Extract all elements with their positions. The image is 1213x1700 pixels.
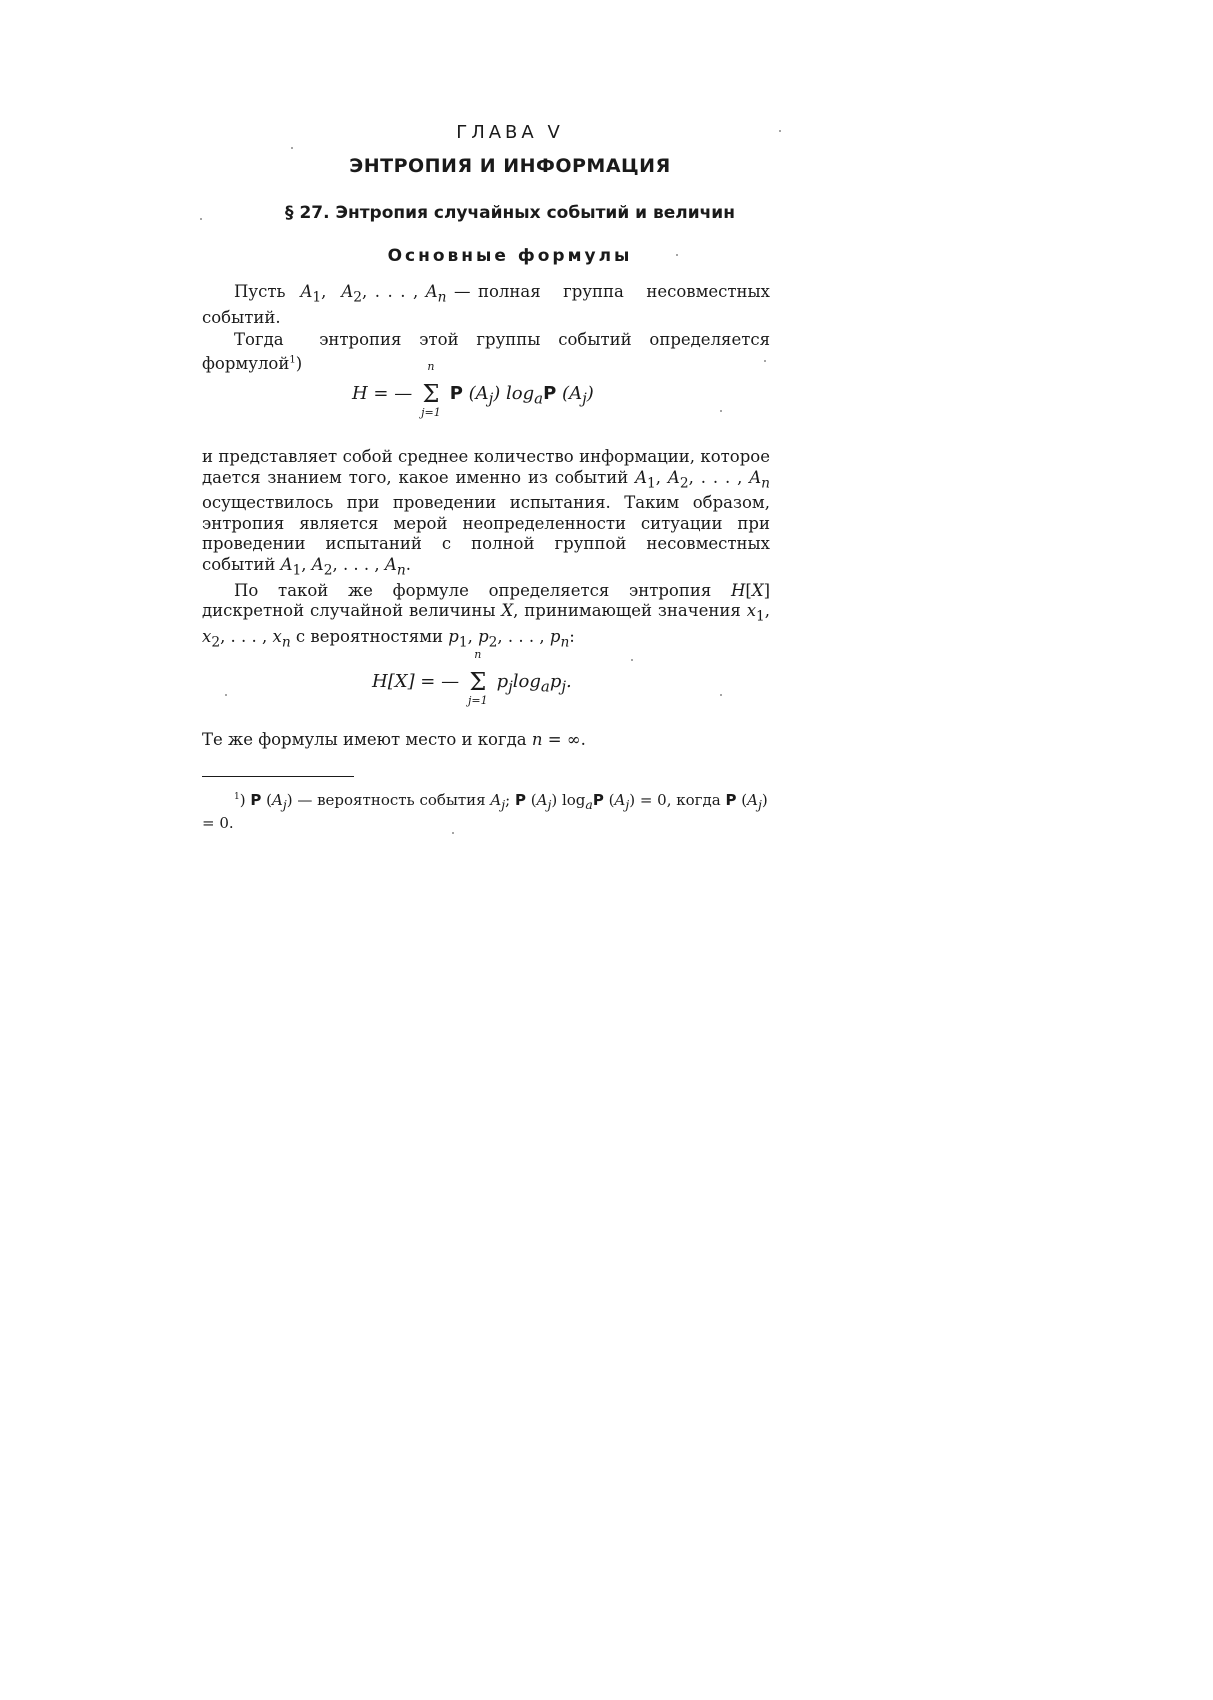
footnote-text: $^1$) P $(A_j)$ — вероятность события $A_j$; P $(A_j)$ $\log_aP$ $(A_j) = 0$, когда P $(A_j) = 0$. bbox=[202, 791, 768, 832]
chapter-title: ЭНТРОПИЯ И ИНФОРМАЦИЯ bbox=[349, 155, 671, 177]
paragraph-1 bbox=[202, 282, 770, 375]
scan-speck bbox=[764, 360, 766, 362]
scan-speck bbox=[291, 147, 293, 149]
paragraph-3 bbox=[202, 447, 770, 653]
p1-rich: Пусть $A_1$, $A_2$, . . . , $A_n$ — полная группа несовместных событий. bbox=[202, 282, 770, 327]
scan-speck bbox=[720, 694, 722, 696]
scan-speck bbox=[676, 254, 678, 256]
scan-speck bbox=[452, 832, 454, 834]
paragraph-1-text bbox=[202, 282, 770, 328]
paragraph-4-text: По такой же формуле определяется энтропия H[X] дискретной случайной величины X, принимающей значения $x_1$, $x_2$, . . . , $x_n$ с вероятностями $p_1$, $p_2$, . . . , $p_n$: bbox=[202, 580, 770, 651]
entropy-formula: H = — n Σ j=1 P $(A_j)$ $\log_aP$ $(A_j)$ bbox=[352, 360, 594, 419]
paragraph-2-text bbox=[202, 330, 770, 375]
footnote-rule bbox=[202, 776, 354, 777]
paragraph-5-text: Те же формулы имеют место и когда n = ∞. bbox=[202, 730, 586, 749]
entropy-discrete-formula: H[X] = — n Σ j=1 $p_j\log_ap_j$. bbox=[372, 648, 572, 707]
paragraph-3-text: и представляет собой среднее количество информации, которое дается знанием того, какое именно из событий $A_1$, $A_2$, . . . , $A_n$ осуществилось при проведении испытания. Таким образом, энтропия является мерой неопределенности ситуации при проведении испытаний с полной группой несовместных событий $A_1$, $A_2$, . . . , $A_n$. bbox=[202, 447, 770, 579]
scan-speck bbox=[779, 130, 781, 132]
footnote bbox=[202, 788, 770, 833]
scan-speck bbox=[200, 218, 202, 220]
subsection-title: Основные формулы bbox=[387, 246, 633, 266]
paragraph-5 bbox=[202, 730, 770, 751]
scan-speck bbox=[720, 410, 722, 412]
chapter-number: ГЛАВА V bbox=[456, 122, 564, 143]
scan-speck bbox=[225, 694, 227, 696]
section-title: § 27. Энтропия случайных событий и величин bbox=[285, 203, 735, 223]
p2-rich: Тогда энтропия этой группы событий определяется формулой$^1$) bbox=[202, 330, 770, 374]
scan-speck bbox=[631, 659, 633, 661]
